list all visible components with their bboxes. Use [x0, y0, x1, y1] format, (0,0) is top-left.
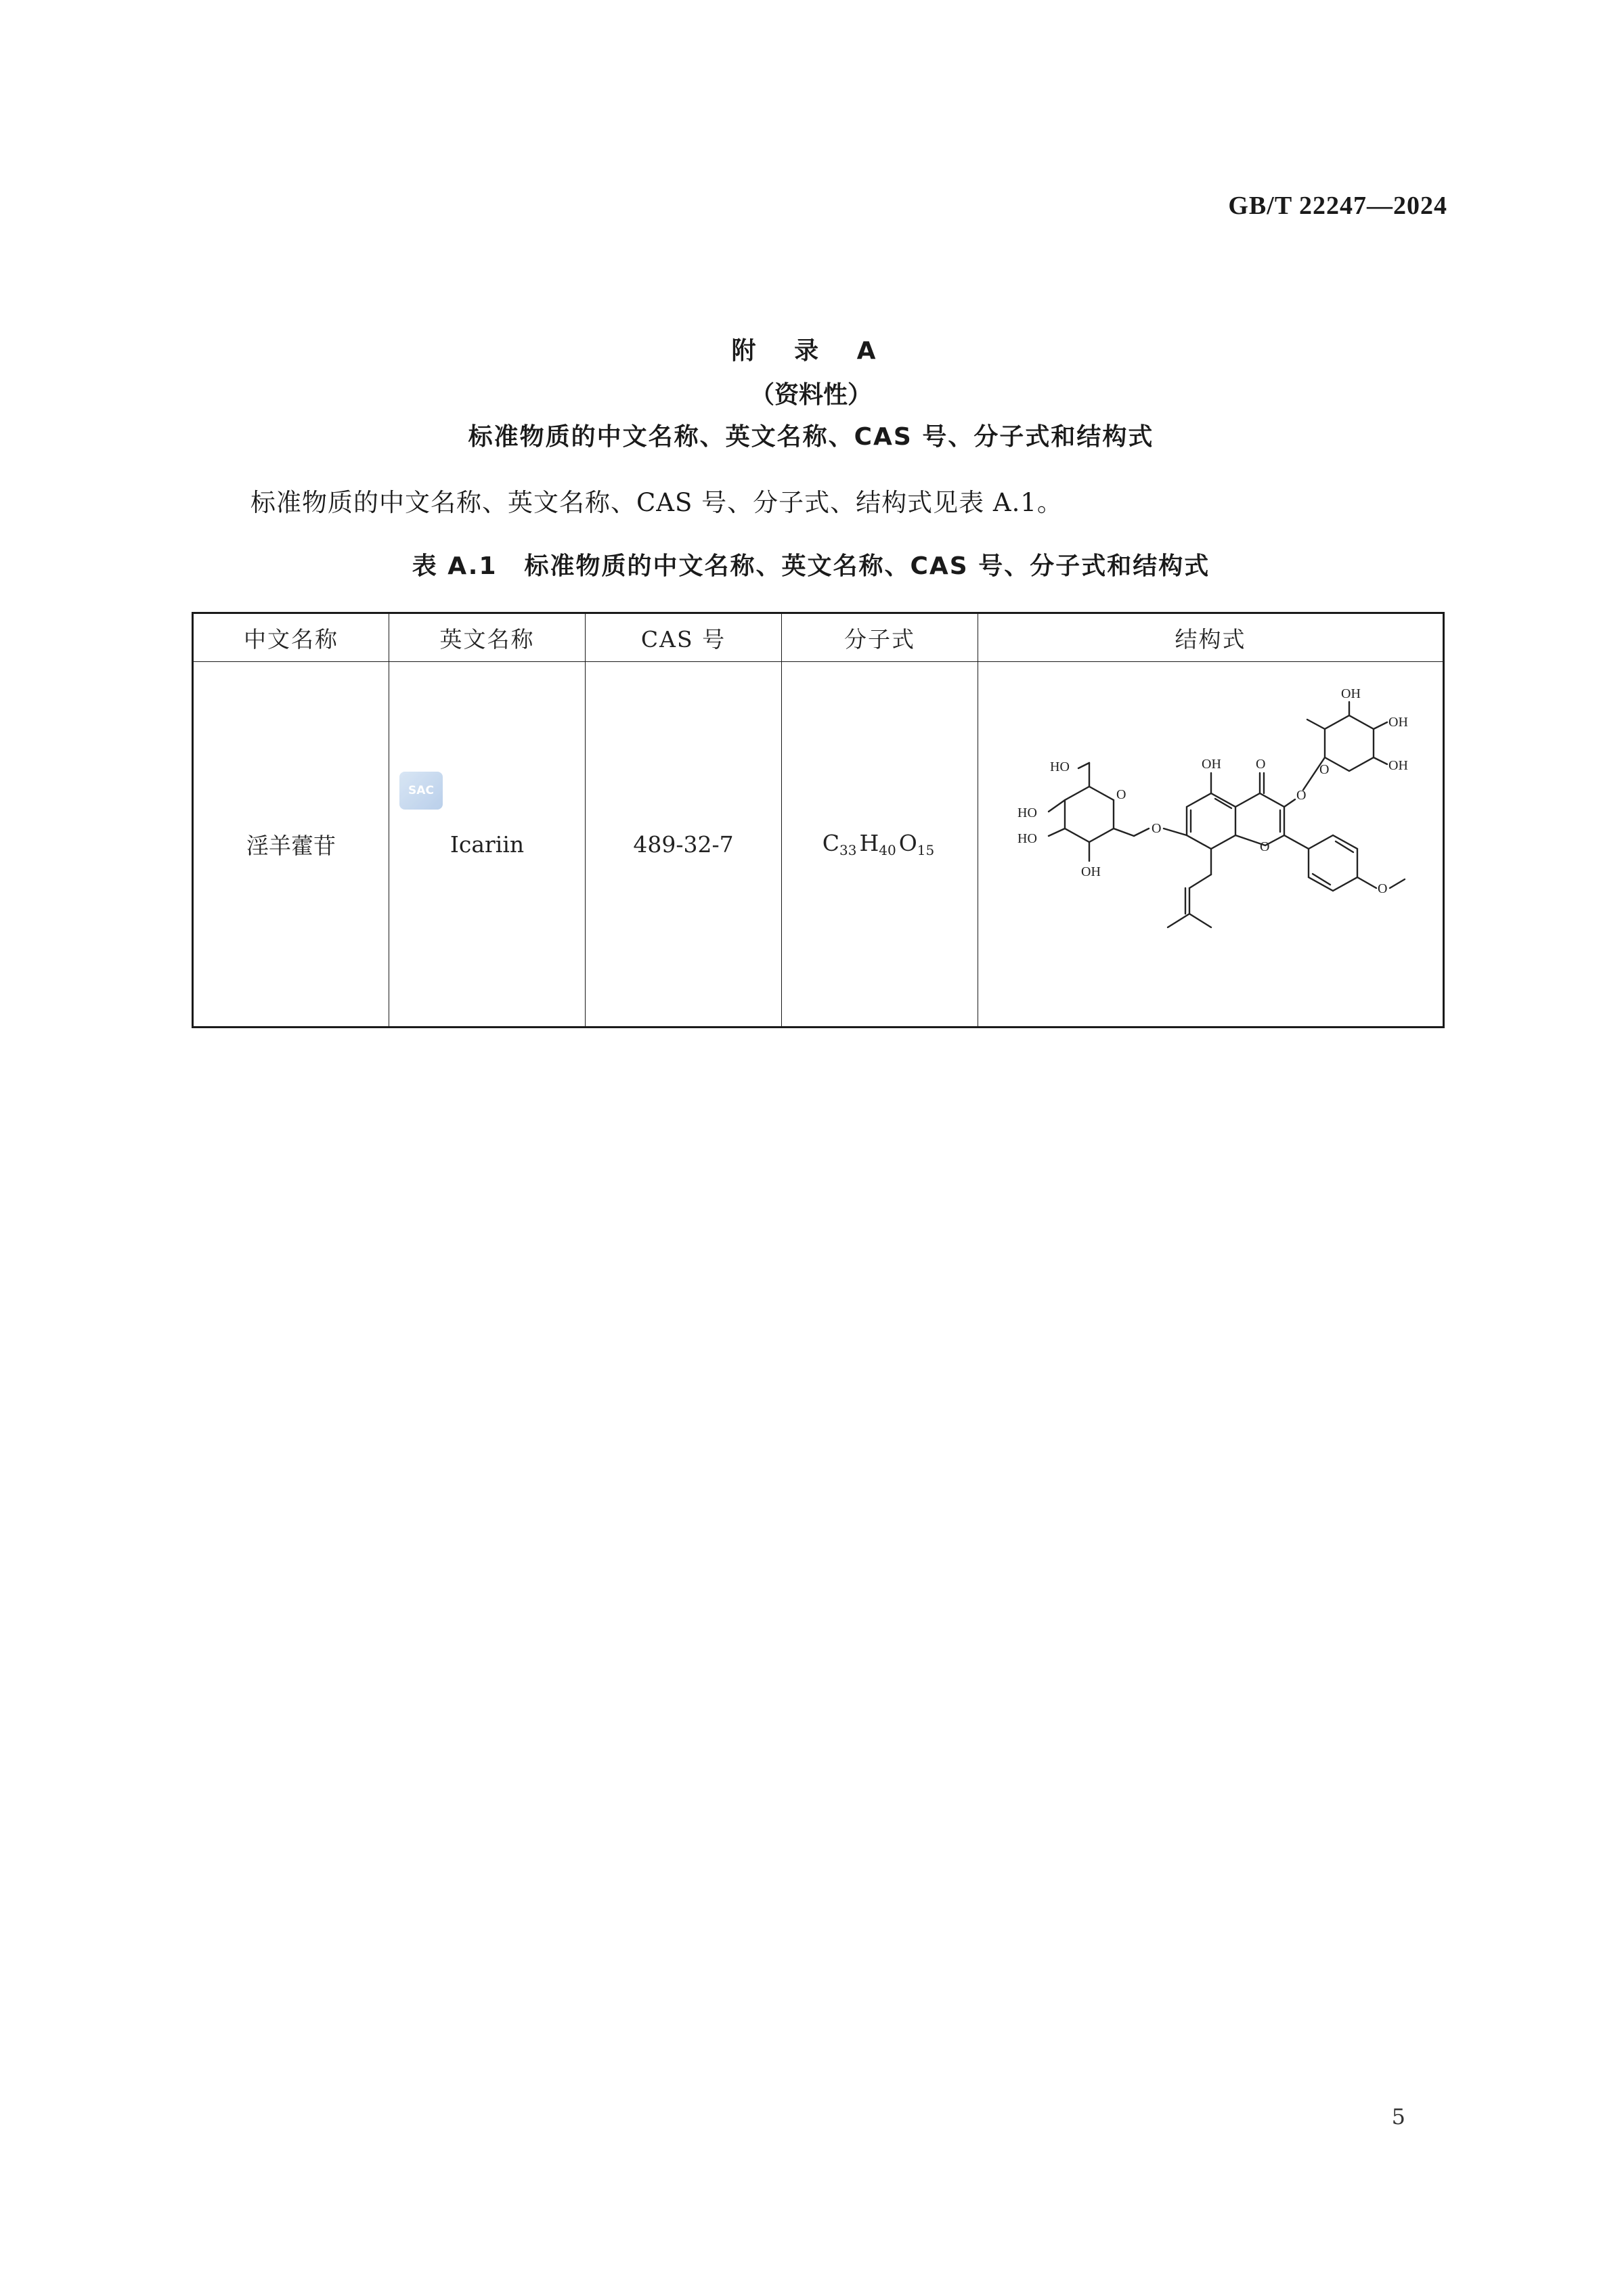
table-caption-number: 表 A.1 [412, 552, 498, 580]
ring-oxygen-label: O [1116, 787, 1126, 802]
header-formula: 分子式 [782, 613, 978, 662]
ether-oxygen-label: O [1296, 788, 1307, 803]
ring-oxygen-label: O [1260, 839, 1270, 854]
ring-oxygen-label: O [1319, 762, 1330, 777]
methoxy-oxygen-label: O [1378, 881, 1388, 896]
table-row [193, 662, 1444, 1028]
hydroxyl-label: OH [1081, 864, 1101, 879]
icariin-structure-diagram [997, 675, 1424, 1013]
carbonyl-oxygen-label: O [1256, 757, 1266, 772]
annex-type: （资料性） [749, 381, 872, 409]
header-cas: CAS 号 [586, 613, 782, 662]
header-structure: 结构式 [978, 613, 1444, 662]
hydroxyl-label: OH [1388, 758, 1408, 773]
annex-heading: 标准物质的中文名称、英文名称、CAS 号、分子式和结构式 [468, 423, 1154, 451]
hydroxyl-label: OH [1341, 686, 1361, 701]
hydroxyl-label: OH [1388, 715, 1408, 730]
sac-watermark: SAC [399, 772, 443, 810]
table-header-row [193, 613, 1444, 662]
cell-formula: $C_{33}$ $H_{40}$ $O_{15}$ [782, 662, 978, 1028]
header-chinese-name: 中文名称 [193, 613, 389, 662]
cell-structure [978, 662, 1444, 1028]
reference-substance-table [192, 612, 1445, 1028]
cell-cas: 489-32-7 [586, 662, 782, 1028]
hydroxyl-label: HO [1017, 805, 1037, 820]
table-caption-title: 标准物质的中文名称、英文名称、CAS 号、分子式和结构式 [524, 552, 1210, 580]
header-english-name: 英文名称 [389, 613, 586, 662]
annex-title: 附 录 A [731, 337, 891, 365]
hydroxyl-label: HO [1050, 759, 1070, 774]
ether-oxygen-label: O [1152, 821, 1162, 836]
hydroxyl-label: HO [1017, 831, 1037, 846]
hydroxyl-label: OH [1202, 757, 1221, 772]
table-caption [0, 547, 1622, 581]
cell-chinese-name: 淫羊藿苷 [193, 662, 389, 1028]
standard-number: GB/T 22247—2024 [1228, 192, 1447, 220]
page-number: 5 [1391, 2104, 1405, 2129]
cell-english-name: Icariin [389, 662, 586, 1028]
body-paragraph: 标准物质的中文名称、英文名称、CAS 号、分子式、结构式见表 A.1。 [250, 488, 1063, 517]
